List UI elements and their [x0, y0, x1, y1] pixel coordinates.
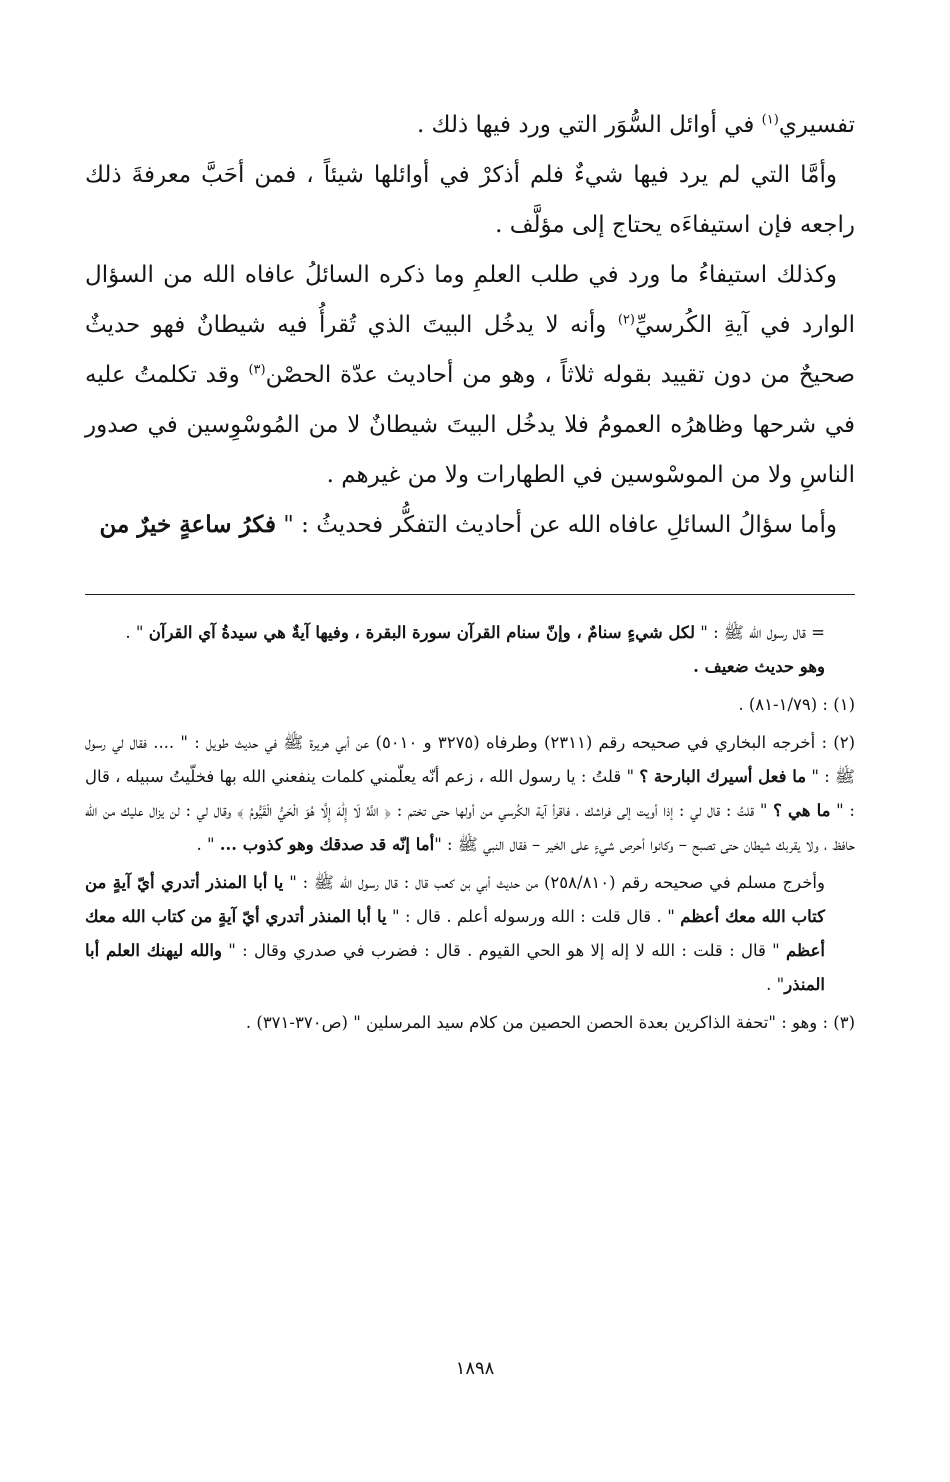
- footnote-ref-3[interactable]: (٣): [248, 362, 266, 378]
- text-run: " .: [125, 623, 149, 642]
- hadith-quote: يا أبا المنذر أتدري أيّ آيةٍ من كتاب الله معك أعظم: [85, 907, 825, 960]
- paragraph-3: [85, 250, 855, 500]
- paragraph-4: [85, 500, 855, 550]
- text-run: وأما سؤالُ السائلِ عافاه الله عن أحاديث التفكُّر فحديثُ : ": [275, 512, 837, 538]
- text-run: " قال : قلت : الله لا إله إلا هو الحي القيوم . قال : فضرب في صدري وقال : ": [221, 941, 787, 960]
- hadith-quote: أما إنّه قد صدقك وهو كذوب ...: [219, 835, 435, 854]
- hadith-quote: يا أبا المنذر أتدري أيّ آيةٍ من كتاب الله معك أعظم: [85, 873, 825, 926]
- hadith-quote: ما هي ؟: [773, 801, 831, 820]
- footnote-ref-2[interactable]: (٢): [617, 312, 635, 328]
- footnote-grading: وهو حديث ضعيف .: [693, 657, 825, 676]
- text-run: وكذلك استيفاءُ ما ورد في طلب العلمِ وما ذكره السائلُ عافاه الله من السؤال الوارد في آيةِ الكُرسيِّ: [85, 262, 855, 338]
- text-run: (٢) : أخرجه البخاري في صحيحه رقم (٢٣١١) وطرفاه (٣٢٧٥ و ٥٠١٠) عن أبي هريرة ﷺ في حديث طويل : " .... فقال لي رسول ﷺ : ": [85, 733, 855, 786]
- text-run: وأنه لا يدخُل البيتَ الذي تُقرأُ فيه شيطانٌ فهو حديثٌ صحيحٌ من دون تقييد بقوله ثلاثاً ، وهو من أحاديث عدّة الحصْن: [85, 312, 855, 388]
- text-run: " .: [196, 835, 220, 854]
- text-run: " .: [766, 975, 785, 994]
- text-run: وقد تكلمتُ عليه في شرحها وظاهرُه العمومُ فلا يدخُل البيتَ شيطانٌ لا من المُوسْوِسين في صدور الناسِ ولا من الموسْوسين في الطهارات ولا من غيرهم .: [85, 362, 855, 488]
- hadith-quote: لكل شيءٍ سنامٌ ، وإنّ سنام القرآن سورة البقرة ، وفيها آيةٌ هي سيدةُ آي القرآن: [148, 623, 696, 642]
- text-run: " قلتُ : يا رسول الله ، زعم أنّه يعلّمني كلمات ينفعني الله بها فخلّيتُ سبيله ، قال : ": [85, 767, 855, 820]
- hadith-quote: ما فعل أسيرك البارحة ؟: [639, 767, 807, 786]
- footnote-2-muslim: [85, 866, 855, 1002]
- paragraph-2: وأمَّا التي لم يرد فيها شيءٌ فلم أذكرْ في أوائلها شيئاً ، فمن أحَبَّ معرفةَ ذلك راجعه فإن استيفاءَه يحتاج إلى مؤلَّف .: [85, 162, 855, 238]
- text-run: وأخرج مسلم في صحيحه رقم (٢٥٨/٨١٠) من حديث أبي بن كعب قال : قال رسول الله ﷺ : ": [283, 873, 825, 892]
- footnotes: [85, 616, 855, 1040]
- footnote-continuation: [85, 616, 855, 650]
- text-run: " قلتُ : قال لي : إذا أويت إلى فراشك ، فاقرأ آية الكُرسي من أولها حتى تختم : ﴿ اللَّهُ لَا إِلَٰهَ إِلَّا هُوَ الْحَيُّ الْقَيُّومُ ﴾ وقال لي : لن يزال عليك من الله حافظ ، ولا يقربك شيطان حتى تصبح – وكانوا أحرص شيءٍ على الخير – فقال النبي ﷺ : ": [85, 801, 855, 854]
- footnote-3: (٣) : وهو : "تحفة الذاكرين بعدة الحصن الحصين من كلام سيد المرسلين " (ص٣٧٠-٣٧١) .: [245, 1013, 855, 1032]
- footnote-1: (١) : (١/٧٩-٨١) .: [738, 695, 855, 714]
- text-run: = قال رسول الله ﷺ : ": [695, 623, 825, 642]
- main-text: [85, 100, 855, 550]
- footnote-2: [85, 726, 855, 862]
- footnote-ref-1[interactable]: (١): [761, 112, 779, 128]
- hadith-quote: والله ليهنك العلم أبا المنذر: [85, 941, 825, 994]
- hadith-quote: فكرُ ساعةٍ خيرٌ من: [99, 511, 276, 538]
- footnote-divider: [85, 594, 855, 595]
- text-run: تفسيري: [778, 112, 855, 138]
- text-run: في أوائل السُّوَر التي ورد فيها ذلك .: [416, 112, 762, 138]
- page-number: ١٨٩٨: [455, 1358, 495, 1379]
- paragraph-1: [85, 100, 855, 150]
- text-run: " . قال قلت : الله ورسوله أعلم . قال : ": [386, 907, 681, 926]
